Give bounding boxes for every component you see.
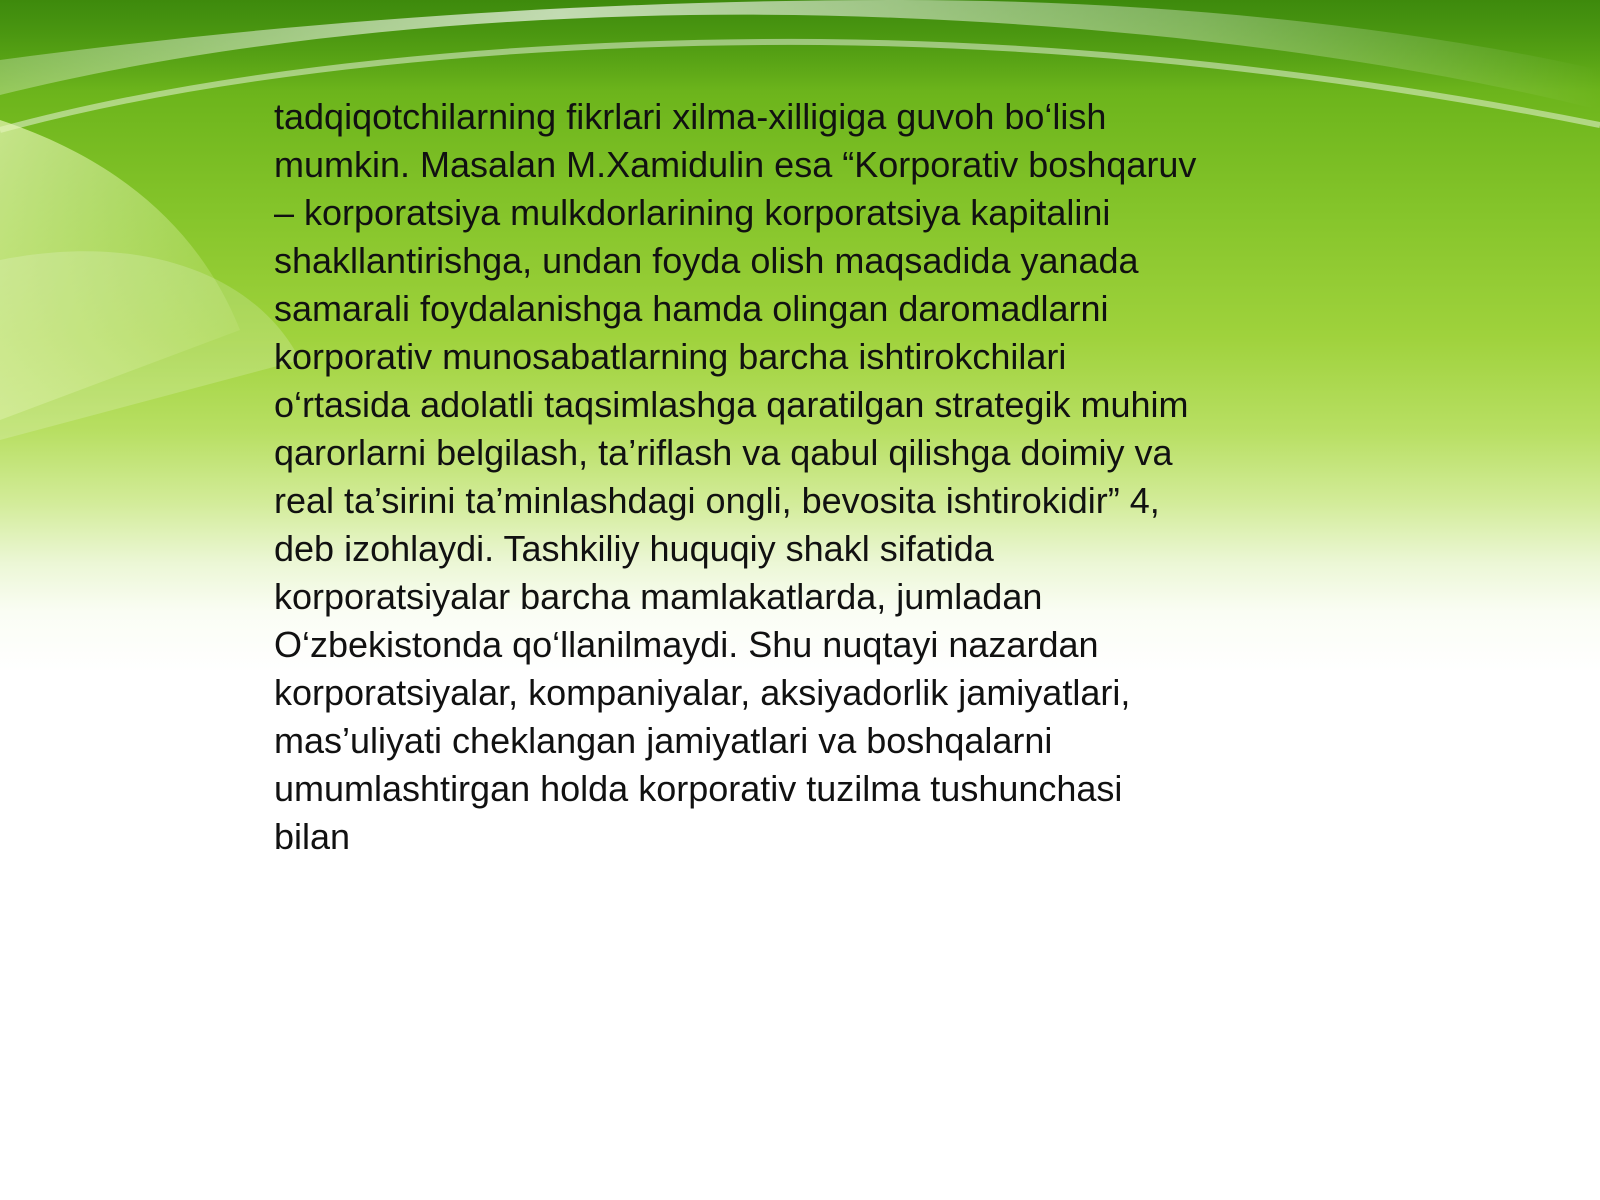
left-soft-light — [0, 251, 300, 440]
slide-body-text: tadqiqotchilarning fikrlari xilma-xilligiga guvoh bo‘lish mumkin. Masalan M.Xamidulin esa “Korporativ boshqaruv – korporatsiya mulkdorlarining korporatsiya kapitalini shakllantirishga, undan foyda olish maqsadida yanada samarali foydalanishga hamda olingan daromadlarni korporativ munosabatlarning barcha ishtirokchilari o‘rtasida adolatli taqsimlashga qaratilgan strategik muhim qarorlarni belgilash, ta’riflash va qabul qilishga doimiy va real ta’sirini ta’minlashdagi ongli, bevosita ishtirokidir” 4, deb izohlaydi. Tashkiliy huquqiy shakl sifatida korporatsiyalar barcha mamlakatlarda, jumladan O‘zbekistonda qo‘llanilmaydi. Shu nuqtayi nazardan korporatsiyalar, kompaniyalar, aksiyadorlik jamiyatlari, mas’uliyati cheklangan jamiyatlari va boshqalarni umumlashtirgan holda korporativ tuzilma tushunchasi bilan — [274, 96, 1197, 857]
